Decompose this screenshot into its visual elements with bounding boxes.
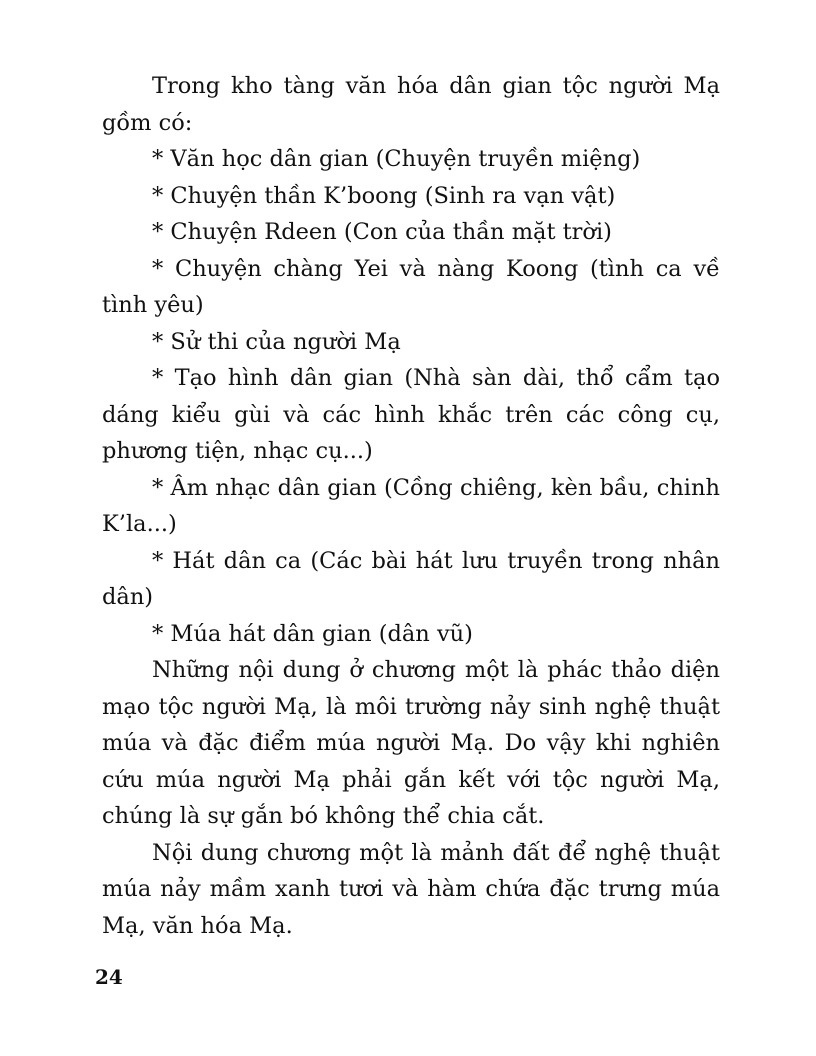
list-item-folk-songs: * Hát dân ca (Các bài hát lưu truyền trong nhân dân) (102, 547, 720, 610)
page-body (102, 68, 720, 944)
list-item-folk-literature: * Văn học dân gian (Chuyện truyền miệng) (152, 146, 641, 172)
list-item-yei-koong-story: * Chuyện chàng Yei và nàng Koong (tình ca về tình yêu) (102, 255, 720, 318)
list-item-epic: * Sử thi của người Mạ (152, 328, 401, 355)
page-number: 24 (95, 965, 123, 989)
list-item-folk-music: * Âm nhạc dân gian (Cồng chiêng, kèn bầu, chinh K’la...) (102, 474, 720, 537)
closing-paragraph: Nội dung chương một là mảnh đất để nghệ thuật múa nảy mầm xanh tươi và hàm chứa đặc trưng múa Mạ, văn hóa Mạ. (102, 839, 720, 939)
list-item-rdeen-story: * Chuyện Rdeen (Con của thần mặt trời) (152, 219, 612, 245)
list-item-folk-art: * Tạo hình dân gian (Nhà sàn dài, thổ cẩm tạo dáng kiểu gùi và các hình khắc trên các công cụ, phương tiện, nhạc cụ...) (102, 365, 720, 464)
list-item-folk-dance: * Múa hát dân gian (dân vũ) (152, 620, 473, 647)
body-paragraph: Những nội dung ở chương một là phác thảo diện mạo tộc người Mạ, là môi trường nảy sinh nghệ thuật múa và đặc điểm múa người Mạ. Do vậy khi nghiên cứu múa người Mạ phải gắn kết với tộc người Mạ, chúng là sự gắn bó không thể chia cắt. (102, 657, 720, 829)
intro-paragraph: Trong kho tàng văn hóa dân gian tộc người Mạ gồm có: (102, 73, 720, 136)
list-item-kboong-story: * Chuyện thần K’boong (Sinh ra vạn vật) (152, 182, 616, 209)
